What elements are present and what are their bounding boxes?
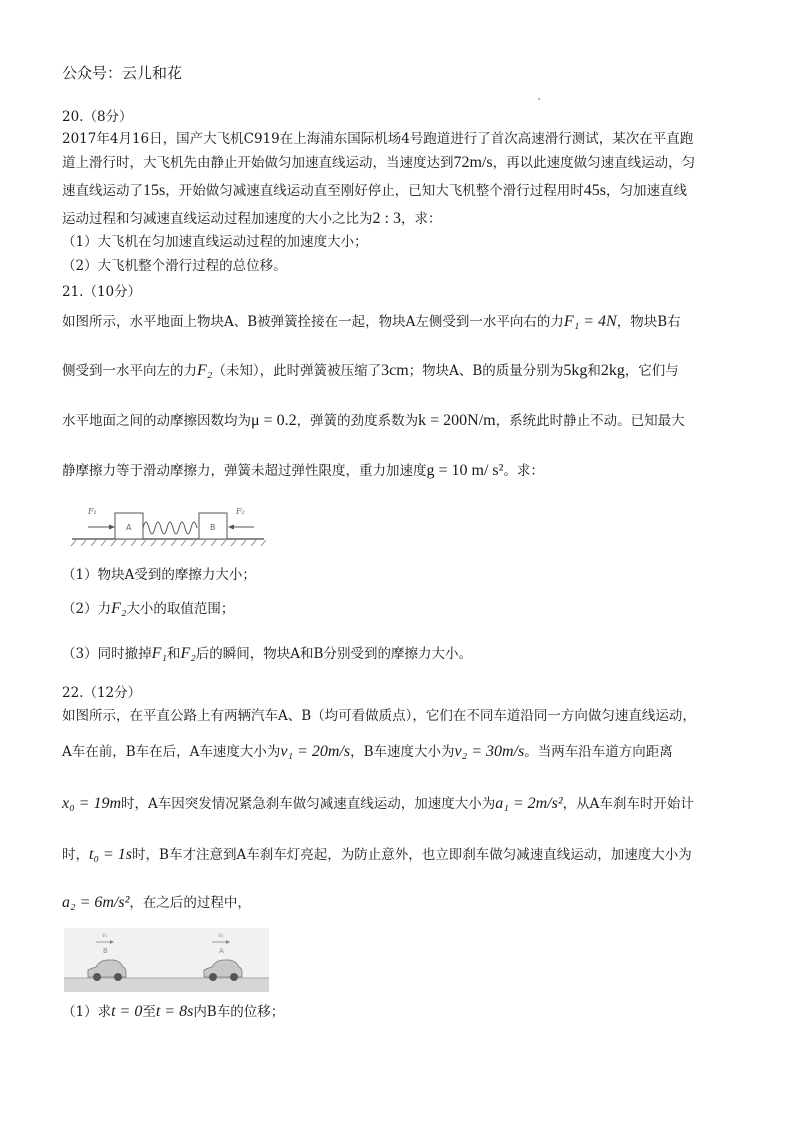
- f1-arrow-head: [109, 525, 115, 530]
- q21-text: ；物块A、B的质量分别为: [408, 363, 564, 379]
- q21-text: 静摩擦力等于滑动摩擦力，弹簧未超过弹性限度，重力加速度: [62, 463, 427, 479]
- q21-text: 水平地面之间的动摩擦因数均为: [62, 413, 251, 429]
- q21-text: （3）同时撤掉: [62, 646, 152, 662]
- ground-hatch: [71, 540, 266, 546]
- wechat-header: 公众号：云儿和花: [62, 64, 183, 82]
- q21-spring-figure: [68, 500, 268, 550]
- q21-f2: F₂: [197, 362, 213, 379]
- q21-sub3-f2: F₂: [180, 645, 196, 662]
- q22-a2: a₂ = 6m/s²: [62, 894, 130, 911]
- q21-text: ，弹簧的劲度系数为: [296, 413, 419, 429]
- q21-line-2: [62, 362, 679, 380]
- q22-text: 内B车的位移；: [193, 1004, 285, 1020]
- q22-text: 。当两车沿车道方向距离: [524, 744, 673, 760]
- f2-arrow-head: [228, 525, 234, 530]
- q21-text: 。求：: [503, 463, 544, 479]
- q20-text: ，匀加速直线: [605, 183, 687, 199]
- q20-speed: 72m/s: [453, 154, 493, 171]
- fig-v2-label: v₂: [102, 932, 108, 939]
- q20-total-time: 45s: [583, 182, 606, 199]
- q21-line-1: [62, 313, 681, 331]
- q22-text: ，在之后的过程中，: [129, 895, 251, 911]
- q20-text: 速直线运动了: [62, 183, 143, 199]
- q20-line-4: [62, 210, 441, 228]
- q21-f1-value: F₁ = 4N: [563, 313, 617, 330]
- q21-line-4: [62, 462, 544, 480]
- q21-sub-1: （1）物块A受到的摩擦力大小；: [62, 567, 256, 583]
- q21-compression: 3cm: [381, 362, 409, 379]
- q20-line-1: 2017年4月16日，国产大飞机C919在上海浦东国际机场4号跑道进行了首次高速滑行测试，某次在平直跑: [62, 131, 694, 147]
- q21-mass-a: 5kg: [563, 362, 588, 379]
- q22-a1: a₁ = 2m/s²: [495, 795, 563, 812]
- q22-t-end: t = 8s: [155, 1003, 194, 1020]
- fig-b-label: B: [210, 523, 216, 532]
- q20-text: 道上滑行时，大飞机先由静止开始做匀加速直线运动，当速度达到: [62, 155, 454, 171]
- q22-text: 至: [142, 1004, 156, 1020]
- q21-sub-2: [62, 600, 234, 618]
- q21-sub3-f1: F₁: [151, 645, 167, 662]
- q22-text: 时，B车才注意到A车刹车灯亮起，为防止意外，也立即刹车做匀减速直线运动，加速度大小为: [132, 847, 692, 863]
- q21-text: 侧受到一水平向左的力: [62, 363, 197, 379]
- q20-text: ，求：: [400, 211, 442, 227]
- spring: [143, 522, 197, 534]
- q20-ratio: 2 : 3: [372, 210, 401, 227]
- q22-cars-figure: [64, 928, 269, 992]
- q20-line-2: [62, 154, 695, 172]
- fig-f1-label: F₁: [88, 507, 97, 516]
- q21-text: ，物块B右: [616, 314, 681, 330]
- q20-text: 运动过程和匀减速直线运动过程加速度的大小之比为: [62, 211, 373, 227]
- fig-b-label: B: [103, 947, 108, 955]
- q22-t-start: t = 0: [111, 1003, 143, 1020]
- q21-text: 如图所示，水平地面上物块A、B被弹簧拴接在一起，物块A左侧受到一水平向右的力: [62, 314, 564, 330]
- q20-sub-2: （2）大飞机整个滑行过程的总位移。: [62, 258, 287, 274]
- q22-text: 时，A车因突发情况紧急刹车做匀减速直线运动，加速度大小为: [121, 796, 496, 812]
- q22-line-5: [62, 894, 251, 912]
- q21-text: 和: [587, 363, 601, 379]
- q21-sub-3: [62, 645, 472, 663]
- q22-v2: v₂ = 30m/s: [454, 743, 525, 760]
- q21-text: 和: [166, 646, 181, 662]
- q21-spring-k: k = 200N/m: [418, 412, 496, 429]
- q22-v1: v₁ = 20m/s: [280, 743, 351, 760]
- fig-f2-label: F₂: [236, 507, 245, 516]
- q21-text: 大小的取值范围；: [126, 601, 235, 617]
- q20-line-3: [62, 182, 687, 200]
- q21-text: ，它们与: [624, 363, 679, 379]
- q22-t0: t₀ = 1s: [89, 846, 133, 863]
- q22-line-2: [62, 743, 673, 761]
- q20-text: ，开始做匀减速直线运动直至刚好停止，已知大飞机整个滑行过程用时: [165, 183, 584, 199]
- q21-text: ，系统此时静止不动。已知最大: [495, 413, 685, 429]
- stray-dot: [538, 98, 540, 100]
- q20-heading: 20.（8分）: [62, 109, 133, 125]
- fig-v1-label: v₁: [218, 932, 224, 939]
- q21-text: 后的瞬间，物块A和B分别受到的摩擦力大小。: [195, 646, 472, 662]
- q21-sub2-f2: F₂: [111, 600, 127, 617]
- q20-sub-1: （1）大飞机在匀加速直线运动过程的加速度大小；: [62, 234, 368, 250]
- q22-text: ，从A车刹车时开始计: [562, 796, 694, 812]
- q21-text: （2）力: [62, 601, 112, 617]
- q22-x0: x₀ = 19m: [62, 795, 122, 812]
- q20-text: ，再以此速度做匀速直线运动，匀: [492, 155, 696, 171]
- q22-sub-1: [62, 1003, 284, 1021]
- q22-line-4: [62, 846, 692, 864]
- fig-a-label: A: [219, 947, 224, 955]
- q21-friction-coef: μ = 0.2: [251, 412, 297, 429]
- q21-mass-b: 2kg: [600, 362, 625, 379]
- q21-text: （未知），此时弹簧被压缩了: [212, 363, 382, 379]
- q22-text: ，B车速度大小为: [350, 744, 455, 760]
- q21-line-3: [62, 412, 685, 430]
- q21-gravity: g = 10 m/ s²: [426, 462, 504, 479]
- q22-text: （1）求: [62, 1004, 112, 1020]
- q22-heading: 22.（12分）: [62, 685, 142, 701]
- q22-text: A车在前，B车在后，A车速度大小为: [62, 744, 281, 760]
- q21-heading: 21.（10分）: [62, 284, 142, 300]
- q20-uniform-time: 15s: [143, 182, 166, 199]
- q22-line-1: 如图所示，在平直公路上有两辆汽车A、B（均可看做质点），它们在不同车道沿同一方向做匀速直线运动，: [62, 708, 696, 724]
- q22-text: 时，: [62, 847, 89, 863]
- fig-a-label: A: [126, 523, 132, 532]
- q22-line-3: [62, 795, 694, 813]
